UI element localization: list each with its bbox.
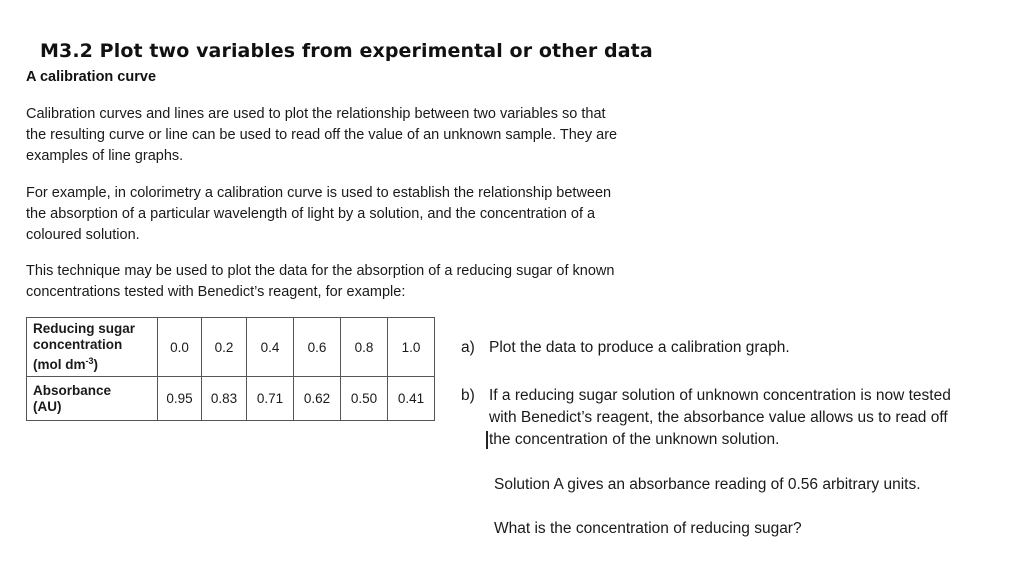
calibration-data-table (26, 317, 435, 421)
paragraph-line: This technique may be used to plot the data for the absorption of a reducing sugar of known (26, 263, 615, 279)
paragraph-line: For example, in colorimetry a calibration curve is used to establish the relationship between (26, 185, 612, 201)
paragraph-line: the absorption of a particular wavelength of light by a solution, and the concentration of a (26, 206, 596, 222)
technique-paragraph (26, 261, 676, 303)
header-unit: (mol $dm^{-3}$) (33, 356, 99, 372)
absorbance-cell: 0.62 (294, 377, 341, 421)
question-a (461, 337, 790, 359)
absorbance-cell: 0.71 (247, 377, 294, 421)
paragraph-line: examples of line graphs. (26, 148, 184, 164)
paragraph-line: the resulting curve or line can be used to read off the value of an unknown sample. They are (26, 127, 618, 143)
slide-title: M3.2 Plot two variables from experimental or other data (40, 40, 653, 62)
concentration-cell: 0.6 (294, 318, 341, 377)
text-cursor (486, 431, 488, 449)
concentration-cell: 1.0 (388, 318, 435, 377)
paragraph-line: concentrations tested with Benedict’s reagent, for example: (26, 284, 406, 300)
question-line: with Benedict’s reagent, the absorbance value allows us to read off (489, 409, 948, 426)
question-b (461, 385, 951, 451)
concentration-cell: 0.2 (202, 318, 247, 377)
absorbance-header-cell (27, 377, 158, 421)
header-line: concentration (33, 337, 123, 352)
concentration-cell: 0.0 (158, 318, 202, 377)
concentration-header-cell (27, 318, 158, 377)
absorbance-cell: 0.83 (202, 377, 247, 421)
question-marker: b) (461, 387, 475, 404)
question-line: If a reducing sugar solution of unknown concentration is now tested (489, 387, 951, 404)
header-line: Reducing sugar (33, 321, 136, 336)
question-line: the concentration of the unknown solution. (489, 431, 780, 448)
paragraph-line: Calibration curves and lines are used to plot the relationship between two variables so that (26, 106, 606, 122)
colorimetry-paragraph (26, 183, 676, 246)
intro-paragraph (26, 104, 676, 167)
question-text (489, 385, 951, 451)
table-row-absorbance (27, 377, 435, 421)
header-line: Absorbance (33, 382, 112, 398)
table-row-concentration (27, 318, 435, 377)
question-text: Plot the data to produce a calibration graph. (489, 339, 790, 356)
concentration-cell: 0.8 (341, 318, 388, 377)
solution-statement: Solution A gives an absorbance reading of 0.56 arbitrary units. (494, 476, 921, 493)
absorbance-cell: 0.41 (388, 377, 435, 421)
question-marker: a) (461, 339, 475, 356)
header-unit: (AU) (33, 398, 62, 414)
final-question: What is the concentration of reducing sugar? (494, 520, 802, 537)
section-heading: A calibration curve (26, 69, 157, 85)
concentration-cell: 0.4 (247, 318, 294, 377)
paragraph-line: coloured solution. (26, 227, 140, 243)
absorbance-cell: 0.50 (341, 377, 388, 421)
absorbance-cell: 0.95 (158, 377, 202, 421)
